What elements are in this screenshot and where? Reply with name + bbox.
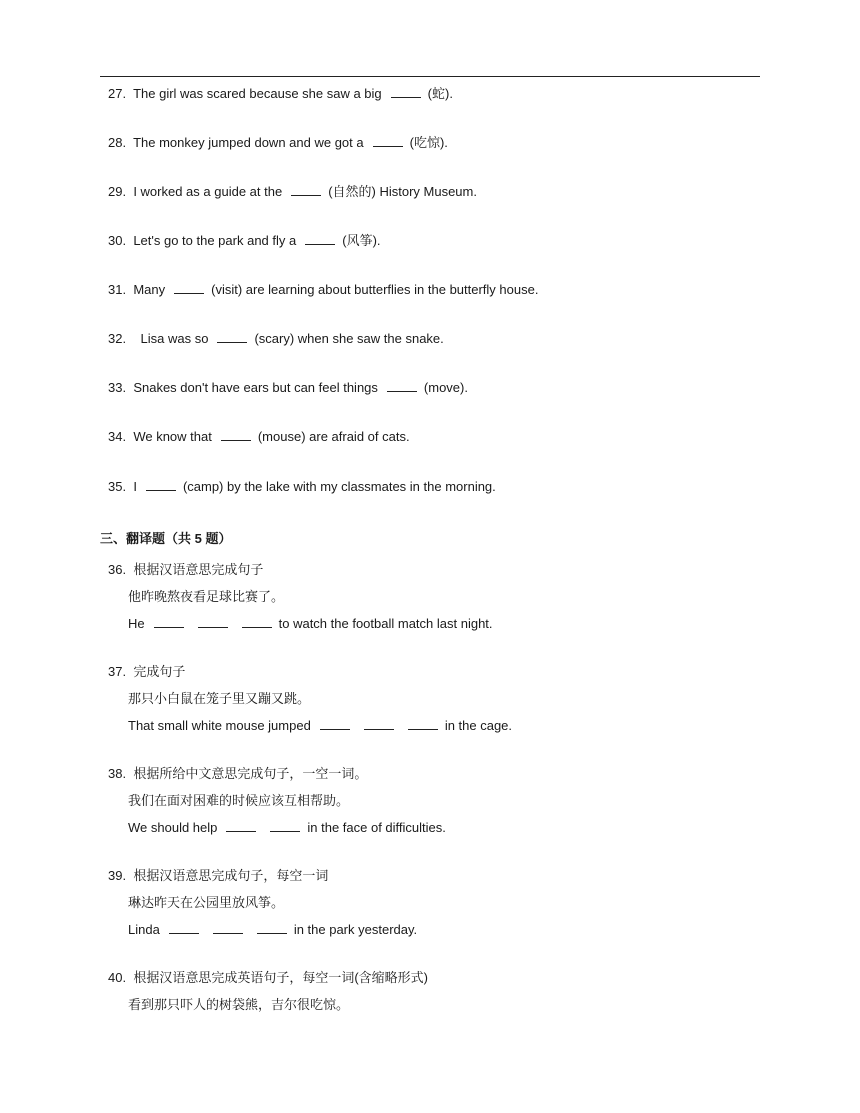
section-title: 三、翻译题（共 5 题） bbox=[100, 531, 232, 546]
question-37-instruction bbox=[108, 663, 185, 681]
sentence-start: We should help bbox=[128, 820, 218, 835]
question-39-chinese: 琳达昨天在公园里放风筝。 bbox=[128, 895, 285, 910]
question-number: 27. bbox=[108, 86, 127, 101]
question-number: 38. bbox=[108, 766, 127, 781]
question-30 bbox=[108, 232, 381, 250]
question-text: I bbox=[133, 479, 137, 494]
answer-blank[interactable] bbox=[257, 921, 287, 934]
question-40-instruction bbox=[108, 969, 428, 987]
question-number: 33. bbox=[108, 380, 127, 395]
question-39-instruction bbox=[108, 867, 328, 885]
question-29 bbox=[108, 183, 477, 201]
answer-blank[interactable] bbox=[320, 717, 350, 730]
question-text: Snakes don't have ears but can feel things bbox=[133, 380, 378, 395]
sentence-end: in the park yesterday. bbox=[293, 922, 418, 937]
question-instruction: 根据所给中文意思完成句子，一空一词。 bbox=[133, 766, 368, 781]
question-38-sentence bbox=[128, 819, 446, 837]
question-text: Let's go to the park and fly a bbox=[133, 233, 297, 248]
answer-blank[interactable] bbox=[174, 281, 204, 294]
answer-blank[interactable] bbox=[213, 921, 243, 934]
answer-blank[interactable] bbox=[364, 717, 394, 730]
sentence-start: Linda bbox=[128, 922, 160, 937]
question-number: 28. bbox=[108, 135, 127, 150]
sentence-end: in the face of difficulties. bbox=[307, 820, 446, 835]
answer-blank[interactable] bbox=[226, 819, 256, 832]
question-text: We know that bbox=[133, 429, 212, 444]
question-hint: (吃惊). bbox=[409, 135, 448, 150]
question-text: The monkey jumped down and we got a bbox=[133, 135, 364, 150]
question-hint: (camp) by the lake with my classmates in the morning. bbox=[182, 479, 496, 494]
question-text: Many bbox=[133, 282, 166, 297]
answer-blank[interactable] bbox=[305, 232, 335, 245]
question-40-chinese: 看到那只吓人的树袋熊，吉尔很吃惊。 bbox=[128, 997, 350, 1012]
question-number: 31. bbox=[108, 282, 127, 297]
answer-blank[interactable] bbox=[217, 330, 247, 343]
sentence-start: That small white mouse jumped bbox=[128, 718, 311, 733]
answer-blank[interactable] bbox=[387, 379, 417, 392]
question-hint: (蛇). bbox=[427, 86, 453, 101]
answer-blank[interactable] bbox=[408, 717, 438, 730]
answer-blank[interactable] bbox=[391, 85, 421, 98]
question-instruction: 根据汉语意思完成句子，每空一词 bbox=[133, 868, 329, 883]
question-27 bbox=[108, 85, 453, 103]
sentence-start: He bbox=[128, 616, 145, 631]
top-rule bbox=[100, 76, 760, 77]
question-32 bbox=[108, 330, 444, 348]
question-hint: (风筝). bbox=[342, 233, 381, 248]
question-number: 36. bbox=[108, 562, 127, 577]
question-38-chinese: 我们在面对困难的时候应该互相帮助。 bbox=[128, 793, 350, 808]
question-number: 30. bbox=[108, 233, 127, 248]
question-35 bbox=[108, 478, 496, 496]
question-hint: (scary) when she saw the snake. bbox=[254, 331, 444, 346]
question-38-instruction bbox=[108, 765, 367, 783]
question-33 bbox=[108, 379, 468, 397]
question-number: 32. bbox=[108, 331, 127, 346]
question-text: I worked as a guide at the bbox=[133, 184, 283, 199]
question-37-chinese: 那只小白鼠在笼子里又蹦又跳。 bbox=[128, 691, 311, 706]
question-hint: (move). bbox=[423, 380, 468, 395]
question-text: The girl was scared because she saw a big bbox=[133, 86, 382, 101]
question-number: 35. bbox=[108, 479, 127, 494]
sentence-end: to watch the football match last night. bbox=[278, 616, 493, 631]
question-instruction: 根据汉语意思完成英语句子，每空一词(含缩略形式) bbox=[133, 970, 428, 985]
question-39-sentence bbox=[128, 921, 417, 939]
answer-blank[interactable] bbox=[221, 428, 251, 441]
answer-blank[interactable] bbox=[291, 183, 321, 196]
question-number: 34. bbox=[108, 429, 127, 444]
question-34 bbox=[108, 428, 410, 446]
question-36-sentence bbox=[128, 615, 493, 633]
question-28 bbox=[108, 134, 448, 152]
answer-blank[interactable] bbox=[270, 819, 300, 832]
question-36-chinese: 他昨晚熬夜看足球比赛了。 bbox=[128, 589, 285, 604]
question-number: 29. bbox=[108, 184, 127, 199]
answer-blank[interactable] bbox=[242, 615, 272, 628]
question-hint: (visit) are learning about butterflies in the butterfly house. bbox=[211, 282, 539, 297]
question-37-sentence bbox=[128, 717, 512, 735]
question-instruction: 根据汉语意思完成句子 bbox=[133, 562, 264, 577]
question-text: Lisa was so bbox=[140, 331, 209, 346]
answer-blank[interactable] bbox=[146, 478, 176, 491]
question-number: 37. bbox=[108, 664, 127, 679]
question-instruction: 完成句子 bbox=[133, 664, 186, 679]
question-31 bbox=[108, 281, 538, 299]
answer-blank[interactable] bbox=[198, 615, 228, 628]
question-36-instruction bbox=[108, 561, 263, 579]
question-hint: (自然的) History Museum. bbox=[328, 184, 477, 199]
answer-blank[interactable] bbox=[373, 134, 403, 147]
question-hint: (mouse) are afraid of cats. bbox=[257, 429, 410, 444]
answer-blank[interactable] bbox=[169, 921, 199, 934]
question-number: 39. bbox=[108, 868, 127, 883]
answer-blank[interactable] bbox=[154, 615, 184, 628]
sentence-end: in the cage. bbox=[444, 718, 513, 733]
question-number: 40. bbox=[108, 970, 127, 985]
